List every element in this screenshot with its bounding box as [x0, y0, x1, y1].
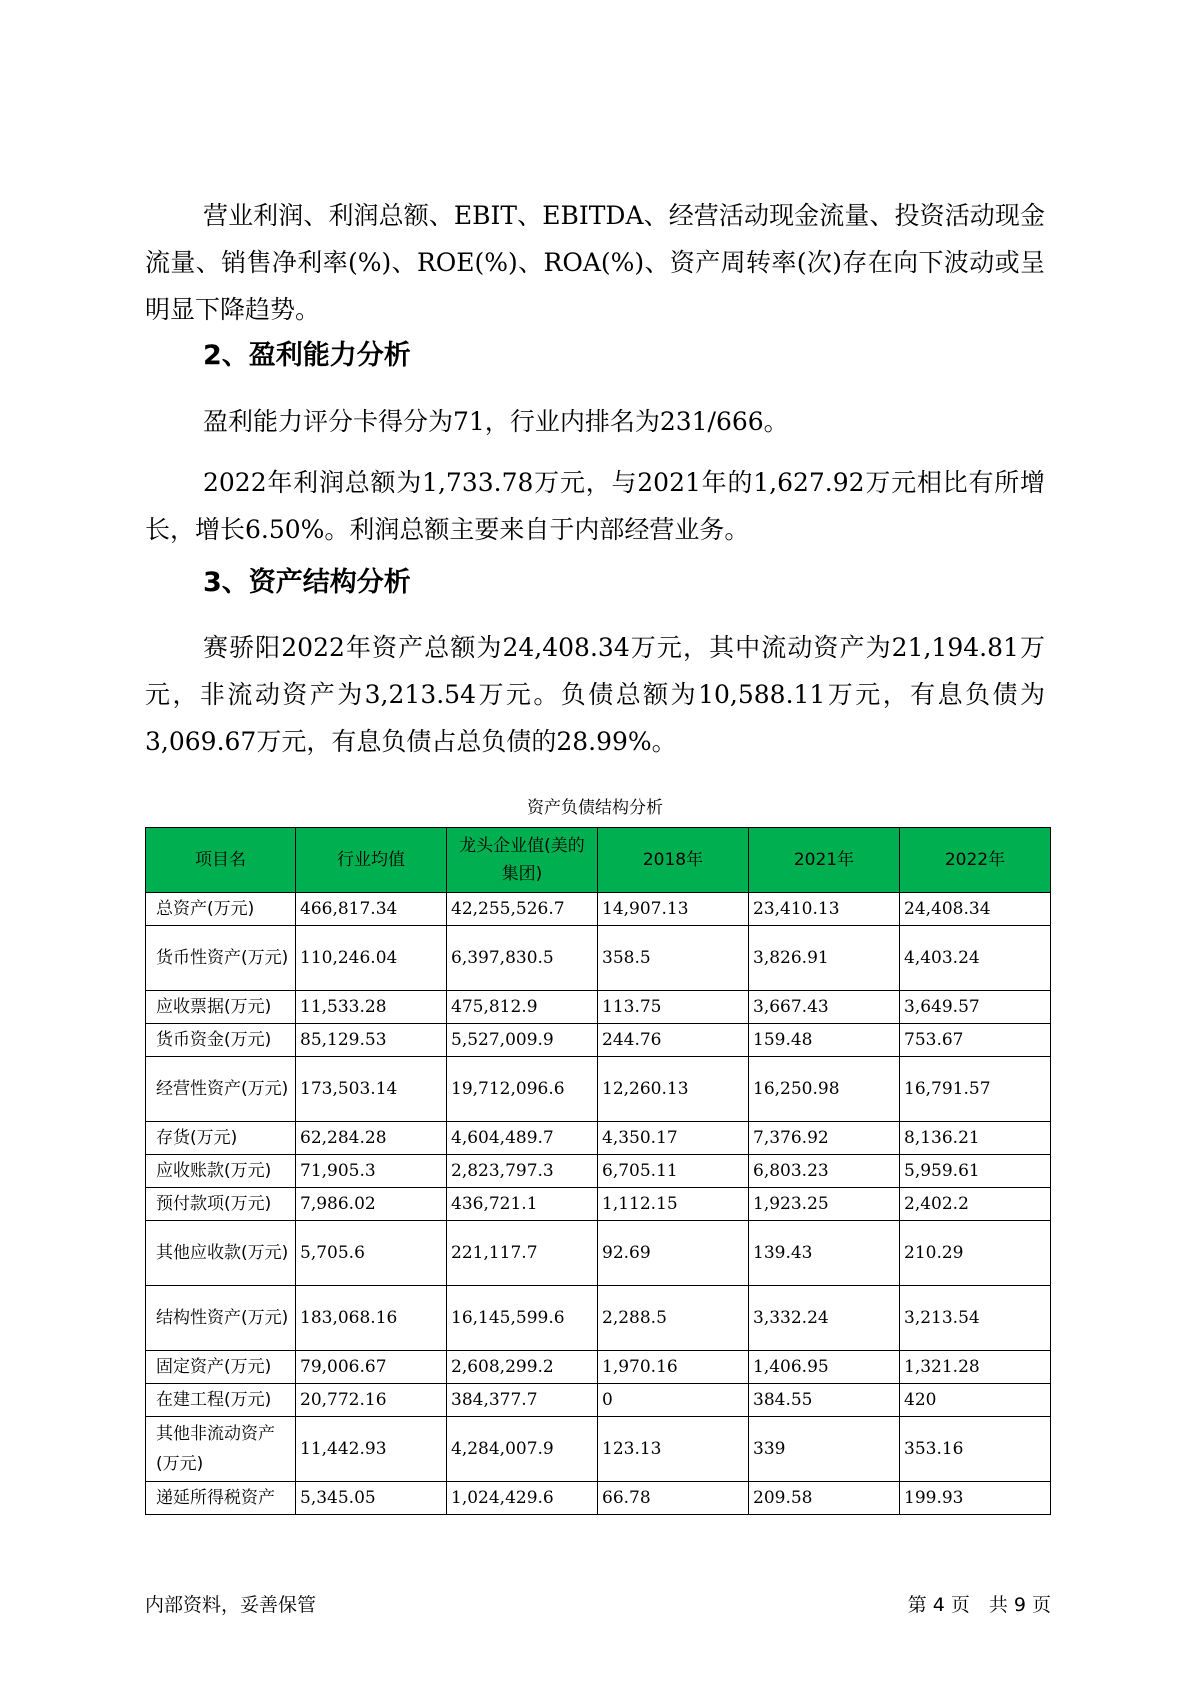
table-cell: 16,791.57: [900, 1057, 1051, 1122]
table-cell: 5,527,009.9: [447, 1024, 598, 1057]
table-cell: 20,772.16: [296, 1384, 447, 1417]
column-header-2021: 2021年: [749, 828, 900, 893]
table-cell: 1,923.25: [749, 1188, 900, 1221]
paragraph-asset-summary: 赛骄阳2022年资产总额为24,408.34万元，其中流动资产为21,194.81万元，非流动资产为3,213.54万元。负债总额为10,588.11万元，有息负债为3,069.67万元，有息负债占总负债的28.99%。: [145, 633, 1045, 756]
table-cell: 7,986.02: [296, 1188, 447, 1221]
table-cell: 358.5: [598, 926, 749, 991]
table-cell: 110,246.04: [296, 926, 447, 991]
table-row: [146, 1221, 1051, 1286]
table-cell: 92.69: [598, 1221, 749, 1286]
table-cell: 1,970.16: [598, 1351, 749, 1384]
footer-confidential-note: 内部资料，妥善保管: [145, 1594, 317, 1616]
table-row-label: 结构性资产(万元): [146, 1286, 296, 1351]
table-row: [146, 1286, 1051, 1351]
paragraph-profitability-score: 盈利能力评分卡得分为71，行业内排名为231/666。: [203, 407, 789, 436]
table-cell: 183,068.16: [296, 1286, 447, 1351]
table-cell: 1,406.95: [749, 1351, 900, 1384]
table-cell: 3,649.57: [900, 991, 1051, 1024]
table-cell: 3,213.54: [900, 1286, 1051, 1351]
table-cell: 139.43: [749, 1221, 900, 1286]
table-cell: 209.58: [749, 1482, 900, 1515]
table-row-label: 递延所得税资产: [146, 1482, 296, 1515]
table-cell: 384.55: [749, 1384, 900, 1417]
table-row-label: 货币性资产(万元): [146, 926, 296, 991]
table-cell: 3,332.24: [749, 1286, 900, 1351]
table-cell: 62,284.28: [296, 1122, 447, 1155]
column-header-industry-average: 行业均值: [296, 828, 447, 893]
table-row-label: 应收票据(万元): [146, 991, 296, 1024]
table-cell: 753.67: [900, 1024, 1051, 1057]
table-cell: 113.75: [598, 991, 749, 1024]
table-cell: 4,284,007.9: [447, 1417, 598, 1482]
section-heading-profitability: 2、盈利能力分析: [203, 340, 411, 371]
table-row: [146, 1057, 1051, 1122]
table-cell: 0: [598, 1384, 749, 1417]
table-row-label: 其他非流动资产(万元): [146, 1417, 296, 1482]
paragraph-total-profit: 2022年利润总额为1,733.78万元，与2021年的1,627.92万元相比有所增长，增长6.50%。利润总额主要来自于内部经营业务。: [145, 468, 1045, 544]
table-row-label: 货币资金(万元): [146, 1024, 296, 1057]
table-row: [146, 1155, 1051, 1188]
table-row-label: 经营性资产(万元): [146, 1057, 296, 1122]
table-cell: 420: [900, 1384, 1051, 1417]
table-cell: 244.76: [598, 1024, 749, 1057]
table-cell: 4,604,489.7: [447, 1122, 598, 1155]
table-row-label: 其他应收款(万元): [146, 1221, 296, 1286]
table-cell: 7,376.92: [749, 1122, 900, 1155]
table-row-label: 应收账款(万元): [146, 1155, 296, 1188]
column-header-item: 项目名: [146, 828, 296, 893]
table-cell: 1,112.15: [598, 1188, 749, 1221]
table-cell: 1,321.28: [900, 1351, 1051, 1384]
table-row-label: 总资产(万元): [146, 893, 296, 926]
table-cell: 24,408.34: [900, 893, 1051, 926]
footer-page-number: 第 4 页 共 9 页: [907, 1594, 1051, 1616]
table-cell: 2,402.2: [900, 1188, 1051, 1221]
table-cell: 173,503.14: [296, 1057, 447, 1122]
table-cell: 436,721.1: [447, 1188, 598, 1221]
table-cell: 79,006.67: [296, 1351, 447, 1384]
table-cell: 3,826.91: [749, 926, 900, 991]
table-row-label: 预付款项(万元): [146, 1188, 296, 1221]
table-row: [146, 1417, 1051, 1482]
table-cell: 466,817.34: [296, 893, 447, 926]
table-cell: 384,377.7: [447, 1384, 598, 1417]
table-cell: 4,350.17: [598, 1122, 749, 1155]
table-cell: 2,608,299.2: [447, 1351, 598, 1384]
table-cell: 14,907.13: [598, 893, 749, 926]
table-cell: 6,397,830.5: [447, 926, 598, 991]
table-cell: 66.78: [598, 1482, 749, 1515]
table-cell: 11,442.93: [296, 1417, 447, 1482]
table-row: [146, 1351, 1051, 1384]
asset-liability-table: [145, 827, 1051, 1515]
table-cell: 339: [749, 1417, 900, 1482]
table-cell: 199.93: [900, 1482, 1051, 1515]
column-header-2018: 2018年: [598, 828, 749, 893]
table-row: [146, 1482, 1051, 1515]
table-cell: 123.13: [598, 1417, 749, 1482]
table-cell: 159.48: [749, 1024, 900, 1057]
column-header-2022: 2022年: [900, 828, 1051, 893]
table-cell: 6,705.11: [598, 1155, 749, 1188]
table-row: [146, 893, 1051, 926]
table-cell: 5,705.6: [296, 1221, 447, 1286]
table-cell: 85,129.53: [296, 1024, 447, 1057]
table-row: [146, 1122, 1051, 1155]
table-cell: 6,803.23: [749, 1155, 900, 1188]
table-cell: 2,288.5: [598, 1286, 749, 1351]
table-cell: 475,812.9: [447, 991, 598, 1024]
table-cell: 5,345.05: [296, 1482, 447, 1515]
table-row: [146, 926, 1051, 991]
table-cell: 5,959.61: [900, 1155, 1051, 1188]
table-cell: 11,533.28: [296, 991, 447, 1024]
table-cell: 71,905.3: [296, 1155, 447, 1188]
table-caption: 资产负债结构分析: [527, 798, 663, 818]
table-cell: 3,667.43: [749, 991, 900, 1024]
table-cell: 210.29: [900, 1221, 1051, 1286]
table-row: [146, 1384, 1051, 1417]
table-cell: 353.16: [900, 1417, 1051, 1482]
table-cell: 8,136.21: [900, 1122, 1051, 1155]
table-cell: 2,823,797.3: [447, 1155, 598, 1188]
table-row: [146, 1188, 1051, 1221]
table-row-label: 在建工程(万元): [146, 1384, 296, 1417]
table-row-label: 存货(万元): [146, 1122, 296, 1155]
table-row: [146, 1024, 1051, 1057]
table-cell: 16,250.98: [749, 1057, 900, 1122]
table-header-row: [146, 828, 1051, 893]
table-cell: 42,255,526.7: [447, 893, 598, 926]
table-cell: 4,403.24: [900, 926, 1051, 991]
table-cell: 19,712,096.6: [447, 1057, 598, 1122]
table-cell: 23,410.13: [749, 893, 900, 926]
table-cell: 1,024,429.6: [447, 1482, 598, 1515]
table-cell: 12,260.13: [598, 1057, 749, 1122]
table-row: [146, 991, 1051, 1024]
table-cell: 221,117.7: [447, 1221, 598, 1286]
table-row-label: 固定资产(万元): [146, 1351, 296, 1384]
table-cell: 16,145,599.6: [447, 1286, 598, 1351]
column-header-leader-value: 龙头企业值(美的集团): [447, 828, 598, 893]
paragraph-trend-summary: 营业利润、利润总额、EBIT、EBITDA、经营活动现金流量、投资活动现金流量、销售净利率(%)、ROE(%)、ROA(%)、资产周转率(次)存在向下波动或呈明显下降趋势。: [145, 201, 1045, 324]
section-heading-asset-structure: 3、资产结构分析: [203, 567, 411, 598]
